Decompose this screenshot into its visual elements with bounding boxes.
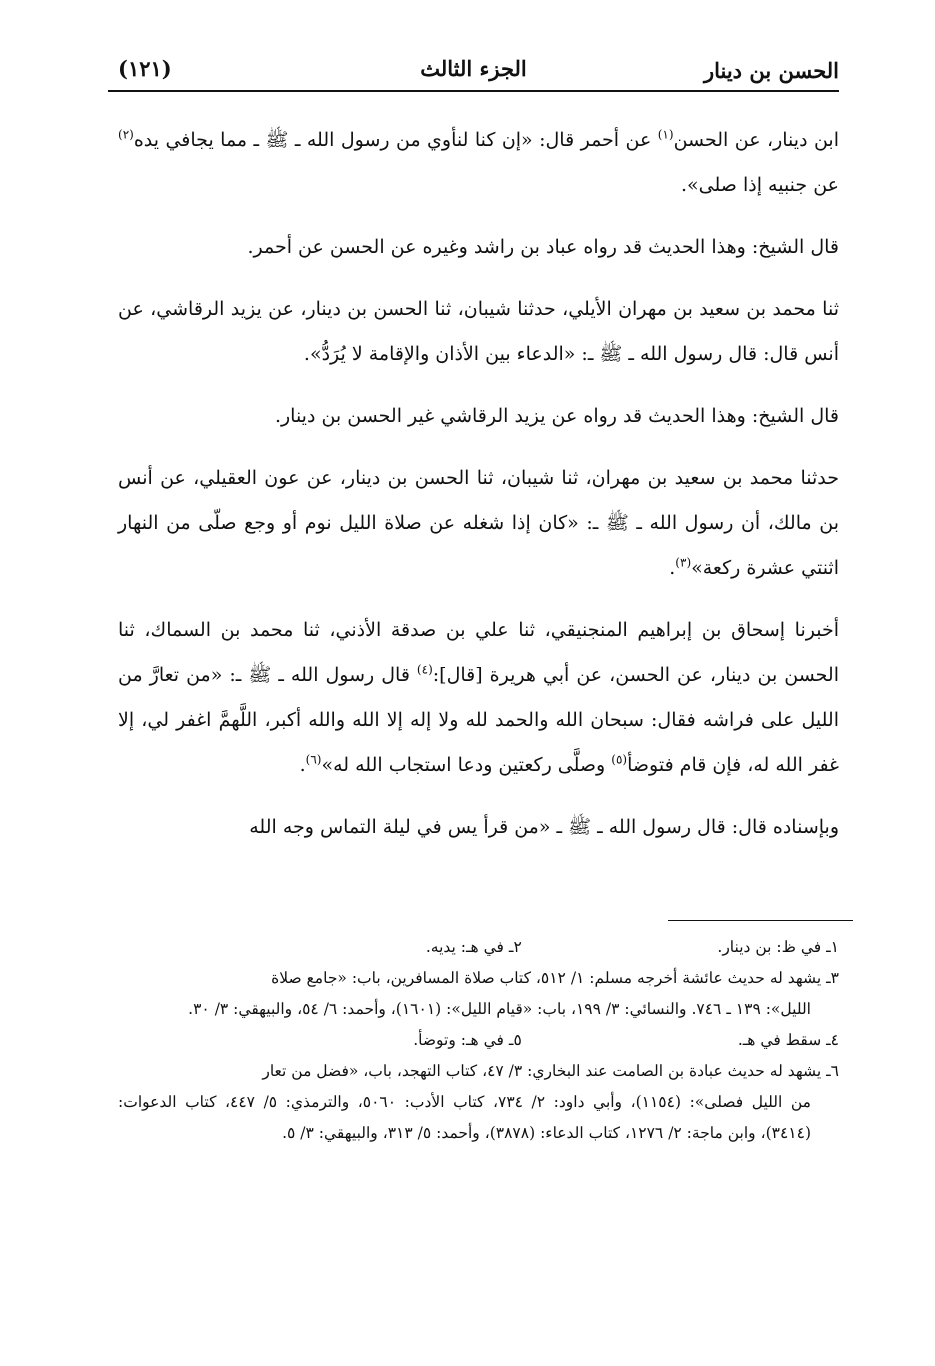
paragraph-5: حدثنا محمد بن سعيد بن مهران، ثنا شيبان، ثنا الحسن بن دينار، عن عون العقيلي، عن أنس بن مالك، أن رسول الله ـ ﷺ ـ: «كان إذا شغله عن صلاة الليل نوم أو وجع صلّى من النهار اثنتي عشرة ركعة»$^{(٣)}$. <box>118 467 839 579</box>
footnote-row-4-5 <box>118 1025 839 1056</box>
chapter-title: الحسن بن دينار <box>703 58 839 83</box>
footnote-ref-4: (٤) <box>416 662 433 677</box>
footnote-3-continued: الليل»: ١٣٩ ـ ٧٤٦. والنسائي: ٣/ ١٩٩، باب: «قيام الليل»: (١٦٠١)، وأحمد: ٦/ ٥٤، والبيهقي: ٣/ ٣٠. <box>188 1000 811 1018</box>
footnote-1: ١ـ في ظ: بن دينار. <box>717 938 839 956</box>
footnote-4: ٤ـ سقط في هـ. <box>737 1031 839 1049</box>
footnote-ref-5: (٥) <box>611 752 628 767</box>
footnote-ref-2: (٢) <box>118 127 134 142</box>
footnote-separator <box>668 920 853 921</box>
footnote-6: ٦ـ يشهد له حديث عبادة بن الصامت عند البخاري: ٣/ ٤٧، كتاب التهجد، باب، «فضل من تعار <box>262 1062 839 1080</box>
footnotes <box>118 932 839 1149</box>
paragraph-1: ابن دينار، عن الحسن$^{(١)}$ عن أحمر قال: «إن كنا لنأوي من رسول الله ـ ﷺ ـ مما يجافي يده$^{(٢)}$ عن جنبيه إذا صلى». <box>118 127 839 196</box>
volume-title: الجزء الثالث <box>420 56 527 81</box>
footnote-3: ٣ـ يشهد له حديث عائشة أخرجه مسلم: ١/ ٥١٢، كتاب صلاة المسافرين، باب: «جامع صلاة <box>271 969 839 987</box>
footnote-ref-6: (٦) <box>305 752 322 767</box>
footnote-ref-1: (١) <box>657 127 674 142</box>
paragraph-6: أخبرنا إسحاق بن إبراهيم المنجنيقي، ثنا علي بن صدقة الأذني، ثنا محمد بن السماك، ثنا الحسن بن دينار، عن الحسن، عن أبي هريرة [قال]:$^{(٤)}$ قال رسول الله ـ ﷺ ـ: «من تعارَّ من الليل على فراشه فقال: سبحان الله والحمد لله ولا إله إلا الله والله أكبر، اللَّهمَّ اغفر لي، إلا غفر الله له، فإن قام فتوضأ$^{(٥)}$ وصلَّى ركعتين ودعا استجاب الله له»$^{(٦)}$. <box>118 619 839 776</box>
paragraph-4: قال الشيخ: وهذا الحديث قد رواه عن يزيد الرقاشي غير الحسن بن دينار. <box>274 405 839 427</box>
main-text <box>118 118 839 867</box>
paragraph-2: قال الشيخ: وهذا الحديث قد رواه عباد بن راشد وغيره عن الحسن عن أحمر. <box>247 236 839 258</box>
footnote-5: ٥ـ في هـ: وتوضأ. <box>413 1031 522 1049</box>
paragraph-3: ثنا محمد بن سعيد بن مهران الأيلي، حدثنا شيبان، ثنا الحسن بن دينار، عن يزيد الرقاشي، عن أنس قال: قال رسول الله ـ ﷺ ـ: «الدعاء بين الأذان والإقامة لا يُرَدُّ». <box>118 298 839 365</box>
paragraph-7: وبإسناده قال: قال رسول الله ـ ﷺ ـ «من قرأ يس في ليلة التماس وجه الله <box>249 816 839 838</box>
page-header <box>108 50 839 92</box>
footnote-2: ٢ـ في هـ: يديه. <box>425 938 522 956</box>
page-number: (١٢١) <box>118 56 172 81</box>
footnote-ref-3: (٣) <box>675 555 692 570</box>
footnote-6-continued: من الليل فصلى»: (١١٥٤)، وأبي داود: ٢/ ٧٣٤، كتاب الأدب: ٥٠٦٠، والترمذي: ٥/ ٤٤٧، كتاب الدعوات: (٣٤١٤)، وابن ماجة: ٢/ ١٢٧٦، كتاب الدعاء: (٣٨٧٨)، وأحمد: ٥/ ٣١٣، والبيهقي: ٣/ ٥. <box>118 1093 811 1142</box>
footnote-row-1-2 <box>118 932 839 963</box>
